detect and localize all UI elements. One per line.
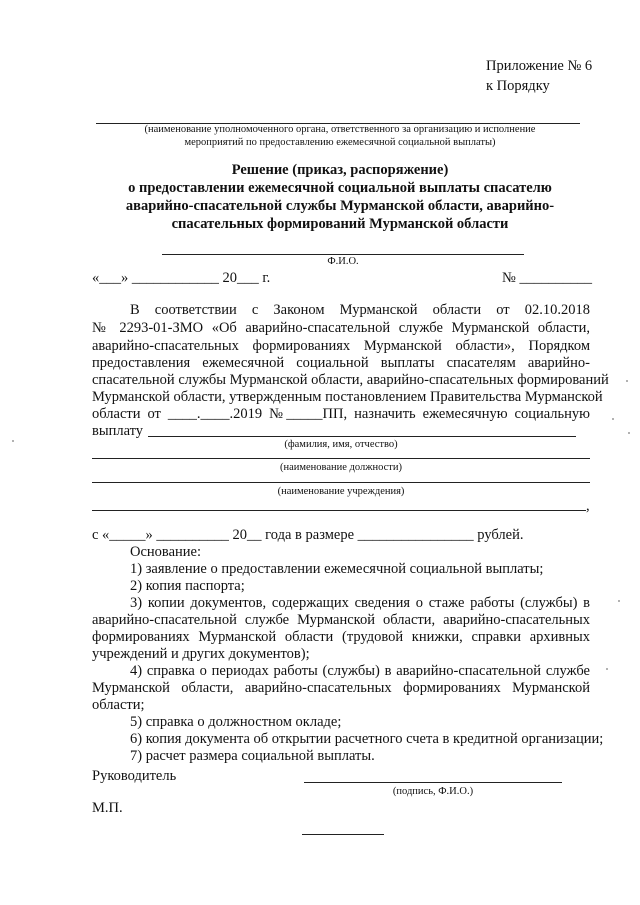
position-line <box>92 458 590 459</box>
title-line-2: о предоставлении ежемесячной социальной выплаты спасателю <box>128 180 552 196</box>
title-line-3: аварийно-спасательной службы Мурманской области, аварийно- <box>125 198 555 214</box>
scan-speck <box>12 440 14 442</box>
institution-line-top <box>92 482 590 483</box>
basis-item-3-line-1: 3) копии документов, содержащих сведения о стаже работы (службы) в <box>130 595 590 611</box>
body-line-2: № 2293-01-ЗМО «Об аварийно-спасательной службе Мурманской области, <box>92 320 590 336</box>
body-line-4: предоставления ежемесячной социальной выплаты спасателям аварийно- <box>92 355 590 371</box>
title-line-4: спасательных формирований Мурманской области <box>171 216 509 232</box>
basis-item-7: 7) расчет размера социальной выплаты. <box>130 748 375 764</box>
title-line-1: Решение (приказ, распоряжение) <box>231 162 449 178</box>
fio-line <box>162 254 524 255</box>
scan-speck <box>618 600 620 602</box>
basis-item-4-line-1: 4) справка о периодах работы (службы) в аварийно-спасательной службе <box>130 663 590 679</box>
body-line-3: аварийно-спасательных формированиях Мурманской области», Порядком <box>92 338 590 354</box>
basis-item-3-line-4: учреждений и других документов); <box>92 646 310 662</box>
signature-caption: (подпись, Ф.И.О.) <box>392 786 474 797</box>
head-label: Руководитель <box>92 768 177 784</box>
body-line-7: области от ____.____.2019 №_____ПП, назначить ежемесячную социальную <box>92 406 590 422</box>
appendix-number: Приложение № 6 <box>486 58 593 74</box>
basis-item-4-line-3: области; <box>92 697 145 713</box>
stamp-place: М.П. <box>92 800 123 816</box>
scan-speck <box>606 668 608 670</box>
institution-caption: (наименование учреждения) <box>277 486 405 497</box>
body-line-5: спасательной службы Мурманской области, аварийно-спасательных формирований <box>92 372 609 388</box>
recipient-fio-line <box>148 436 576 437</box>
basis-item-1: 1) заявление о предоставлении ежемесячной социальной выплаты; <box>130 561 544 577</box>
position-caption: (наименование должности) <box>279 462 403 473</box>
authority-caption-1: (наименование уполномоченного органа, ответственного за организацию и исполнение <box>144 124 536 135</box>
amount-line: с «_____» __________ 20__ года в размере ________________ рублей. <box>92 527 524 543</box>
institution-line-bottom <box>92 510 586 511</box>
recipient-fio-caption: (фамилия, имя, отчество) <box>284 439 398 450</box>
authority-caption-2: мероприятий по предоставлению ежемесячной социальной выплаты) <box>184 137 496 148</box>
scan-speck <box>628 432 630 434</box>
basis-item-2: 2) копия паспорта; <box>130 578 245 594</box>
scan-speck <box>626 380 628 382</box>
signature-line <box>304 782 562 783</box>
payment-word: выплату <box>92 423 144 439</box>
short-footer-line <box>302 834 384 835</box>
scan-speck <box>612 418 614 420</box>
basis-item-4-line-2: Мурманской области, аварийно-спасательных формированиях Мурманской <box>92 680 590 696</box>
decision-date: «___» ____________ 20___ г. <box>92 270 271 286</box>
institution-comma: , <box>586 498 590 514</box>
basis-item-3-line-2: аварийно-спасательной службе Мурманской области, аварийно-спасательных <box>92 612 590 628</box>
fio-caption: Ф.И.О. <box>327 256 359 267</box>
basis-item-3-line-3: формированиях Мурманской области (трудовой книжки, справки архивных <box>92 629 590 645</box>
body-line-6: Мурманской области, утвержденным постановлением Правительства Мурманской <box>92 389 603 405</box>
basis-heading: Основание: <box>130 544 201 560</box>
basis-item-6: 6) копия документа об открытии расчетного счета в кредитной организации; <box>130 731 604 747</box>
basis-item-5: 5) справка о должностном окладе; <box>130 714 342 730</box>
appendix-reference: к Порядку <box>486 78 550 94</box>
decision-number: № __________ <box>502 270 592 286</box>
body-line-1: В соответствии с Законом Мурманской области от 02.10.2018 <box>130 302 590 318</box>
